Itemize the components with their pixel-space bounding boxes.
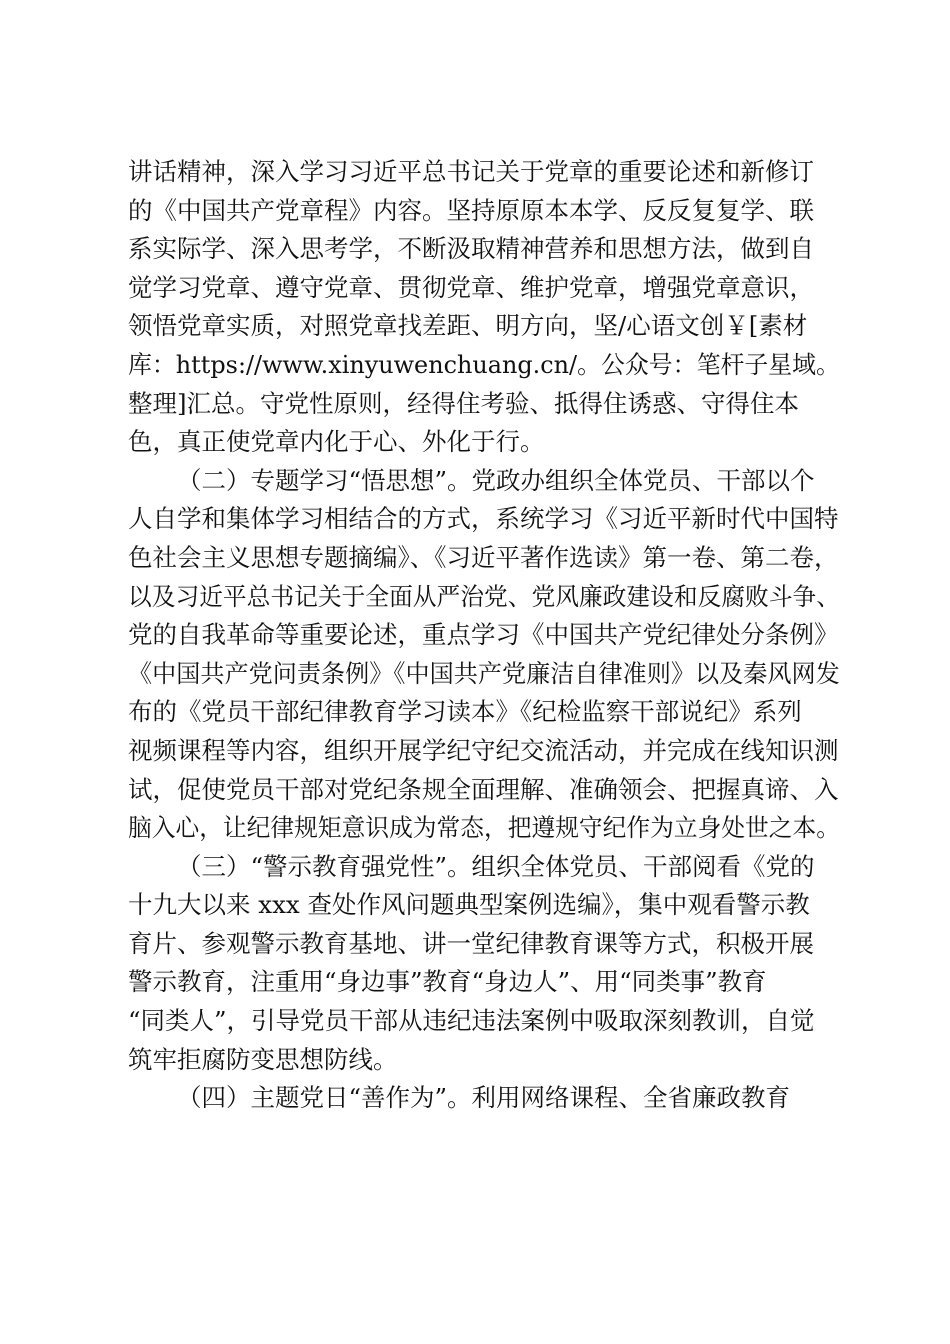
text-line: 系实际学、深入思考学，不断汲取精神营养和思想方法，做到自 xyxy=(128,234,814,264)
text-line: 党的自我革命等重要论述，重点学习《中国共产党纪律处分条例》 xyxy=(128,620,839,650)
text-line: 布的《党员干部纪律教育学习读本》《纪检监察干部说纪》系列 xyxy=(128,697,802,727)
text-line: 警示教育，注重用“身边事”教育“身边人”、用“同类事”教育 xyxy=(128,967,767,997)
text-line: 视频课程等内容，组织开展学纪守纪交流活动，并完成在线知识测 xyxy=(128,735,839,765)
text-line: 色社会主义思想专题摘编》、《习近平著作选读》第一卷、第二卷， xyxy=(128,542,839,572)
text-line: 十九大以来 xxx 查处作风问题典型案例选编》，集中观看警示教 xyxy=(128,890,810,920)
paragraph-2 xyxy=(128,462,840,848)
text-line: 筑牢拒腐防变思想防线。 xyxy=(128,1044,398,1074)
text-line: 色，真正使党章内化于心、外化于行。 xyxy=(128,427,545,457)
text-line: “同类人”，引导党员干部从违纪违法案例中吸取深刻教训，自觉 xyxy=(128,1006,815,1036)
text-line: （四）主题党日“善作为”。利用网络课程、全省廉政教育 xyxy=(177,1083,791,1113)
text-line: 脑入心，让纪律规矩意识成为常态，把遵规守纪作为立身处世之本。 xyxy=(128,813,840,843)
text-line: 育片、参观警示教育基地、讲一堂纪律教育课等方式，积极开展 xyxy=(128,928,814,958)
text-line: （二）专题学习“悟思想”。党政办组织全体党员、干部以个 xyxy=(177,465,815,495)
text-line: 试，促使党员干部对党纪条规全面理解、准确领会、把握真谛、入 xyxy=(128,774,839,804)
text-line: 的《中国共产党章程》内容。坚持原原本本学、反反复复学、联 xyxy=(128,195,814,225)
text-line: 库：https://www.xinyuwenchuang.cn/。公众号：笔杆子星域。 xyxy=(128,349,840,379)
text-line: 《中国共产党问责条例》《中国共产党廉洁自律准则》以及秦风网发 xyxy=(128,658,840,688)
text-line: 以及习近平总书记关于全面从严治党、党风廉政建设和反腐败斗争、 xyxy=(128,581,840,611)
text-line: 讲话精神，深入学习习近平总书记关于党章的重要论述和新修订 xyxy=(128,157,814,186)
text-line: （三）“警示教育强党性”。组织全体党员、干部阅看《党的 xyxy=(177,851,815,881)
text-line: 整理]汇总。守党性原则，经得住考验、抵得住诱惑、守得住本 xyxy=(128,388,800,418)
text-line: 觉学习党章、遵守党章、贯彻党章、维护党章，增强党章意识， xyxy=(128,272,814,302)
paragraph-3 xyxy=(128,848,840,1080)
document-body xyxy=(128,153,840,1118)
text-line: 人自学和集体学习相结合的方式，系统学习《习近平新时代中国特 xyxy=(128,504,839,534)
text-line: 领悟党章实质，对照党章找差距、明方向，坚/心语文创￥[素材 xyxy=(128,311,808,341)
paragraph-1 xyxy=(128,153,840,462)
paragraph-4 xyxy=(128,1079,840,1118)
